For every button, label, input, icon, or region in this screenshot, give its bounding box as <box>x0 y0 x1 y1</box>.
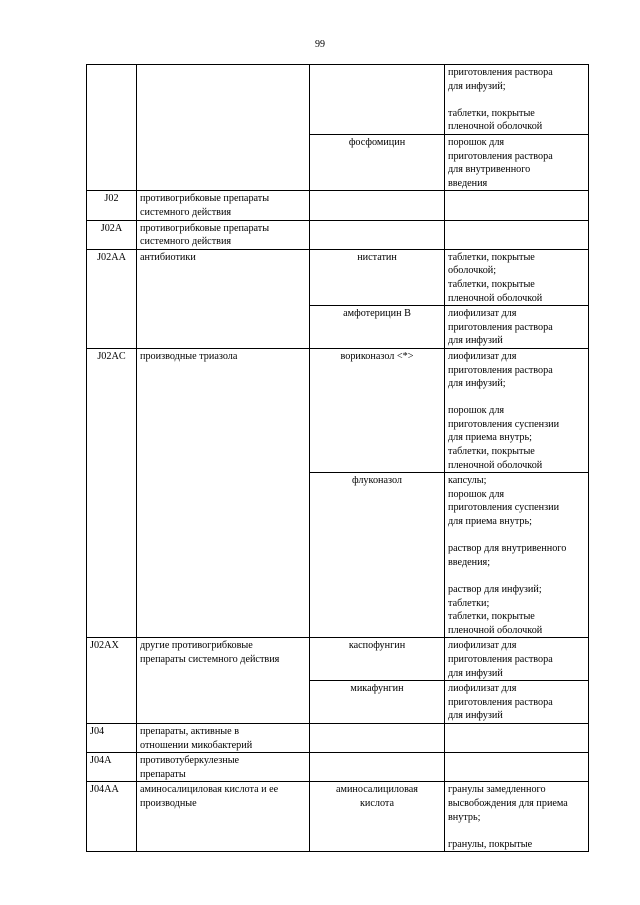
group-cell: другие противогрибковые препараты системного действия <box>137 638 310 724</box>
group-cell: аминосалициловая кислота и ее производные <box>137 782 310 852</box>
drug-cell: фосфомицин <box>310 135 445 191</box>
group-cell: производные триазола <box>137 348 310 637</box>
drug-cell <box>310 753 445 782</box>
group-cell: противогрибковые препараты системного действия <box>137 220 310 249</box>
atc-code-cell: J04AA <box>87 782 137 852</box>
group-cell <box>137 65 310 191</box>
form-cell: лиофилизат для приготовления раствора для инфузий <box>445 638 589 681</box>
table-row <box>87 638 589 681</box>
form-cell <box>445 191 589 220</box>
drug-cell <box>310 723 445 752</box>
table-row <box>87 65 589 135</box>
drug-cell: флуконазол <box>310 473 445 638</box>
drug-table <box>86 64 589 852</box>
form-cell: лиофилизат для приготовления раствора для инфузий; порошок для приготовления суспензии для приема внутрь; таблетки, покрытые пленочной оболочкой <box>445 348 589 472</box>
group-cell: противогрибковые препараты системного действия <box>137 191 310 220</box>
form-cell: лиофилизат для приготовления раствора для инфузий <box>445 681 589 724</box>
table-row <box>87 220 589 249</box>
group-cell: препараты, активные в отношении микобактерий <box>137 723 310 752</box>
table-row <box>87 782 589 852</box>
form-cell <box>445 723 589 752</box>
atc-code-cell: J04A <box>87 753 137 782</box>
drug-cell <box>310 191 445 220</box>
form-cell: порошок для приготовления раствора для внутривенного введения <box>445 135 589 191</box>
table-row <box>87 723 589 752</box>
drug-cell: аминосалициловая кислота <box>310 782 445 852</box>
atc-code-cell: J02A <box>87 220 137 249</box>
form-cell: таблетки, покрытые оболочкой; таблетки, покрытые пленочной оболочкой <box>445 249 589 305</box>
table-row <box>87 753 589 782</box>
table-row <box>87 348 589 472</box>
atc-code-cell <box>87 65 137 191</box>
form-cell <box>445 220 589 249</box>
group-cell: противотуберкулезные препараты <box>137 753 310 782</box>
atc-code-cell: J02AA <box>87 249 137 348</box>
drug-cell: амфотерицин В <box>310 306 445 349</box>
form-cell <box>445 753 589 782</box>
table-row <box>87 191 589 220</box>
drug-cell: вориконазол <*> <box>310 348 445 472</box>
drug-cell: каспофунгин <box>310 638 445 681</box>
table-row <box>87 249 589 305</box>
form-cell: лиофилизат для приготовления раствора для инфузий <box>445 306 589 349</box>
page-number: 99 <box>315 39 325 50</box>
form-cell: гранулы замедленного высвобождения для приема внутрь; гранулы, покрытые <box>445 782 589 852</box>
drug-cell <box>310 220 445 249</box>
atc-code-cell: J02 <box>87 191 137 220</box>
drug-cell: микафунгин <box>310 681 445 724</box>
atc-code-cell: J02AX <box>87 638 137 724</box>
group-cell: антибиотики <box>137 249 310 348</box>
form-cell: капсулы; порошок для приготовления суспензии для приема внутрь; раствор для внутривенного введения; раствор для инфузий; таблетки; таблетки, покрытые пленочной оболочкой <box>445 473 589 638</box>
atc-code-cell: J02AC <box>87 348 137 637</box>
atc-code-cell: J04 <box>87 723 137 752</box>
drug-cell <box>310 65 445 135</box>
form-cell: приготовления раствора для инфузий; таблетки, покрытые пленочной оболочкой <box>445 65 589 135</box>
drug-cell: нистатин <box>310 249 445 305</box>
